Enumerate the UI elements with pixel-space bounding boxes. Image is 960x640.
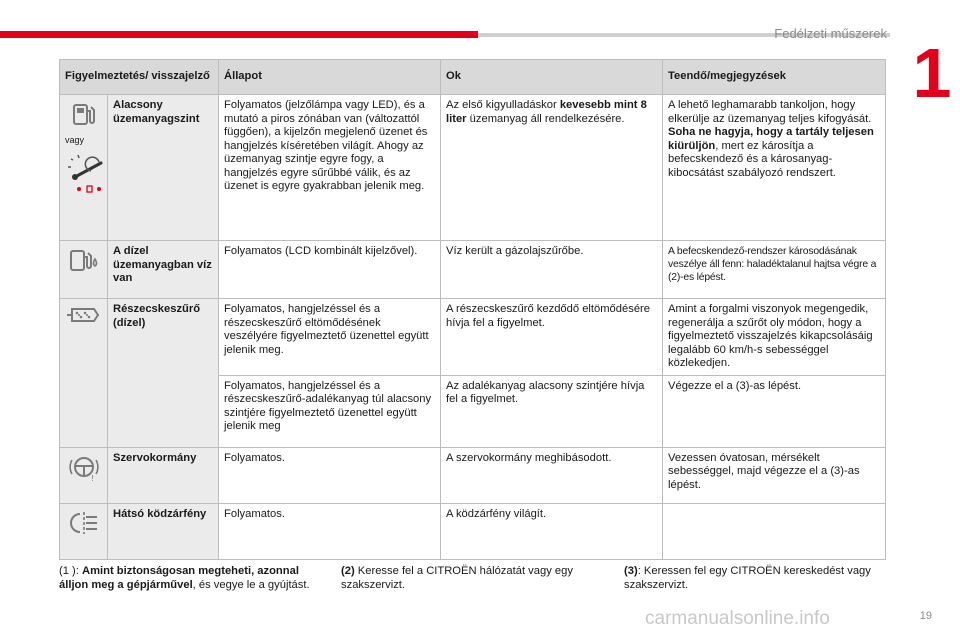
action-text: A lehető leghamarabb tankoljon, hogy elkerülje az üzemanyag teljes kifogyását. Soha ne hagyja, hogy a tartály teljesen kiürüljön, mert ez károsítja a befecskendező és a károsanyag-kibocsátást szabályozó rendszert. [663, 95, 886, 241]
brand-accent-bar [0, 31, 478, 38]
column-header-status: Állapot [219, 60, 441, 95]
cause-text: Az adalékanyag alacsony szintjére hívja fel a figyelmet. [441, 375, 663, 447]
status-text: Folyamatos, hangjelzéssel és a részecskeszűrő eltömődésének veszélyére figyelmeztető üzenettel együtt jelenik meg. [219, 299, 441, 376]
icon-cell [60, 241, 108, 299]
warning-lights-table [59, 59, 886, 560]
section-title: Fedélzeti műszerek [774, 26, 887, 41]
warning-name: Hátsó ködzárfény [108, 503, 219, 559]
status-text: Folyamatos. [219, 447, 441, 503]
watermark: carmanualsonline.info [645, 608, 830, 629]
warning-name: Alacsony üzemanyagszint [108, 95, 219, 241]
table-row-rear-fog-lamp [60, 503, 886, 559]
table-row-water-in-diesel [60, 241, 886, 299]
column-header-warning: Figyelmeztetés/ visszajelző [60, 60, 219, 95]
icon-cell [60, 299, 108, 448]
action-text [663, 503, 886, 559]
chapter-number: 1 [912, 34, 952, 112]
particle-filter-icon [66, 303, 102, 327]
table-row-low-fuel [60, 95, 886, 241]
status-text: Folyamatos, hangjelzéssel és a részecskeszűrő-adalékanyag túl alacsony szintjére figyelmeztető üzenettel együtt jelenik meg [219, 375, 441, 447]
warning-name: A dízel üzemanyagban víz van [108, 241, 219, 299]
column-header-cause: Ok [441, 60, 663, 95]
status-text: Folyamatos (jelzőlámpa vagy LED), és a mutató a piros zónában van (változattól függően), a kijelzőn megjelenő üzenet és hangjelzés kíséretében világít. Ahogy az üzemanyag szintje egyre fogy, a hangjelzés egyre sűrűbbé válik, és az üzenet is egyre gyakrabban jelenik meg. [219, 95, 441, 241]
table-row-power-steering [60, 447, 886, 503]
water-in-fuel-icon [68, 245, 100, 275]
warning-name: Részecskeszűrő (dízel) [108, 299, 219, 448]
icon-cell [60, 95, 108, 241]
fuel-pump-icon [69, 99, 99, 129]
table-row-particle-filter [60, 299, 886, 376]
icon-cell [60, 447, 108, 503]
icon-cell [60, 503, 108, 559]
cause-text: Víz került a gázolajszűrőbe. [441, 241, 663, 299]
power-steering-icon [68, 452, 100, 482]
rear-fog-lamp-icon [68, 508, 100, 538]
or-label: vagy [65, 135, 85, 145]
cause-text: Az első kigyulladáskor kevesebb mint 8 liter üzemanyag áll rendelkezésére. [441, 95, 663, 241]
footnote-2: (2) Keresse fel a CITROËN hálózatát vagy egy szakszervizt. [341, 565, 573, 591]
status-text: Folyamatos. [219, 503, 441, 559]
cause-text: A részecskeszűrő kezdődő eltömődésére hívja fel a figyelmet. [441, 299, 663, 376]
column-header-action: Teendő/megjegyzések [663, 60, 886, 95]
action-text: A befecskendező-rendszer károsodásának veszélye áll fenn: haladéktalanul hajtsa végre a (2)-es lépést. [663, 241, 886, 299]
action-text: Végezze el a (3)-as lépést. [663, 375, 886, 447]
fuel-gauge-icon [65, 151, 109, 195]
action-text: Amint a forgalmi viszonyok megengedik, regenerálja a szűrőt oly módon, hogy a figyelmeztető visszajelzés kikapcsolásáig legalább 60 km/h-s sebességgel közlekedjen. [663, 299, 886, 376]
cause-text: A ködzárfény világít. [441, 503, 663, 559]
page-number: 19 [919, 610, 932, 622]
table-header-row [60, 60, 886, 95]
cause-text: A szervokormány meghibásodott. [441, 447, 663, 503]
footnote-1: (1 ): Amint biztonságosan megteheti, azonnal álljon meg a gépjárművel, és vegye le a gyújtást. [59, 565, 310, 591]
status-text: Folyamatos (LCD kombinált kijelzővel). [219, 241, 441, 299]
footnote-3: (3): Keressen fel egy CITROËN kereskedést vagy szakszervizt. [624, 565, 871, 591]
action-text: Vezessen óvatosan, mérsékelt sebességgel, majd végezze el a (3)-as lépést. [663, 447, 886, 503]
svg-text:!: ! [90, 473, 94, 482]
warning-name: Szervokormány [108, 447, 219, 503]
